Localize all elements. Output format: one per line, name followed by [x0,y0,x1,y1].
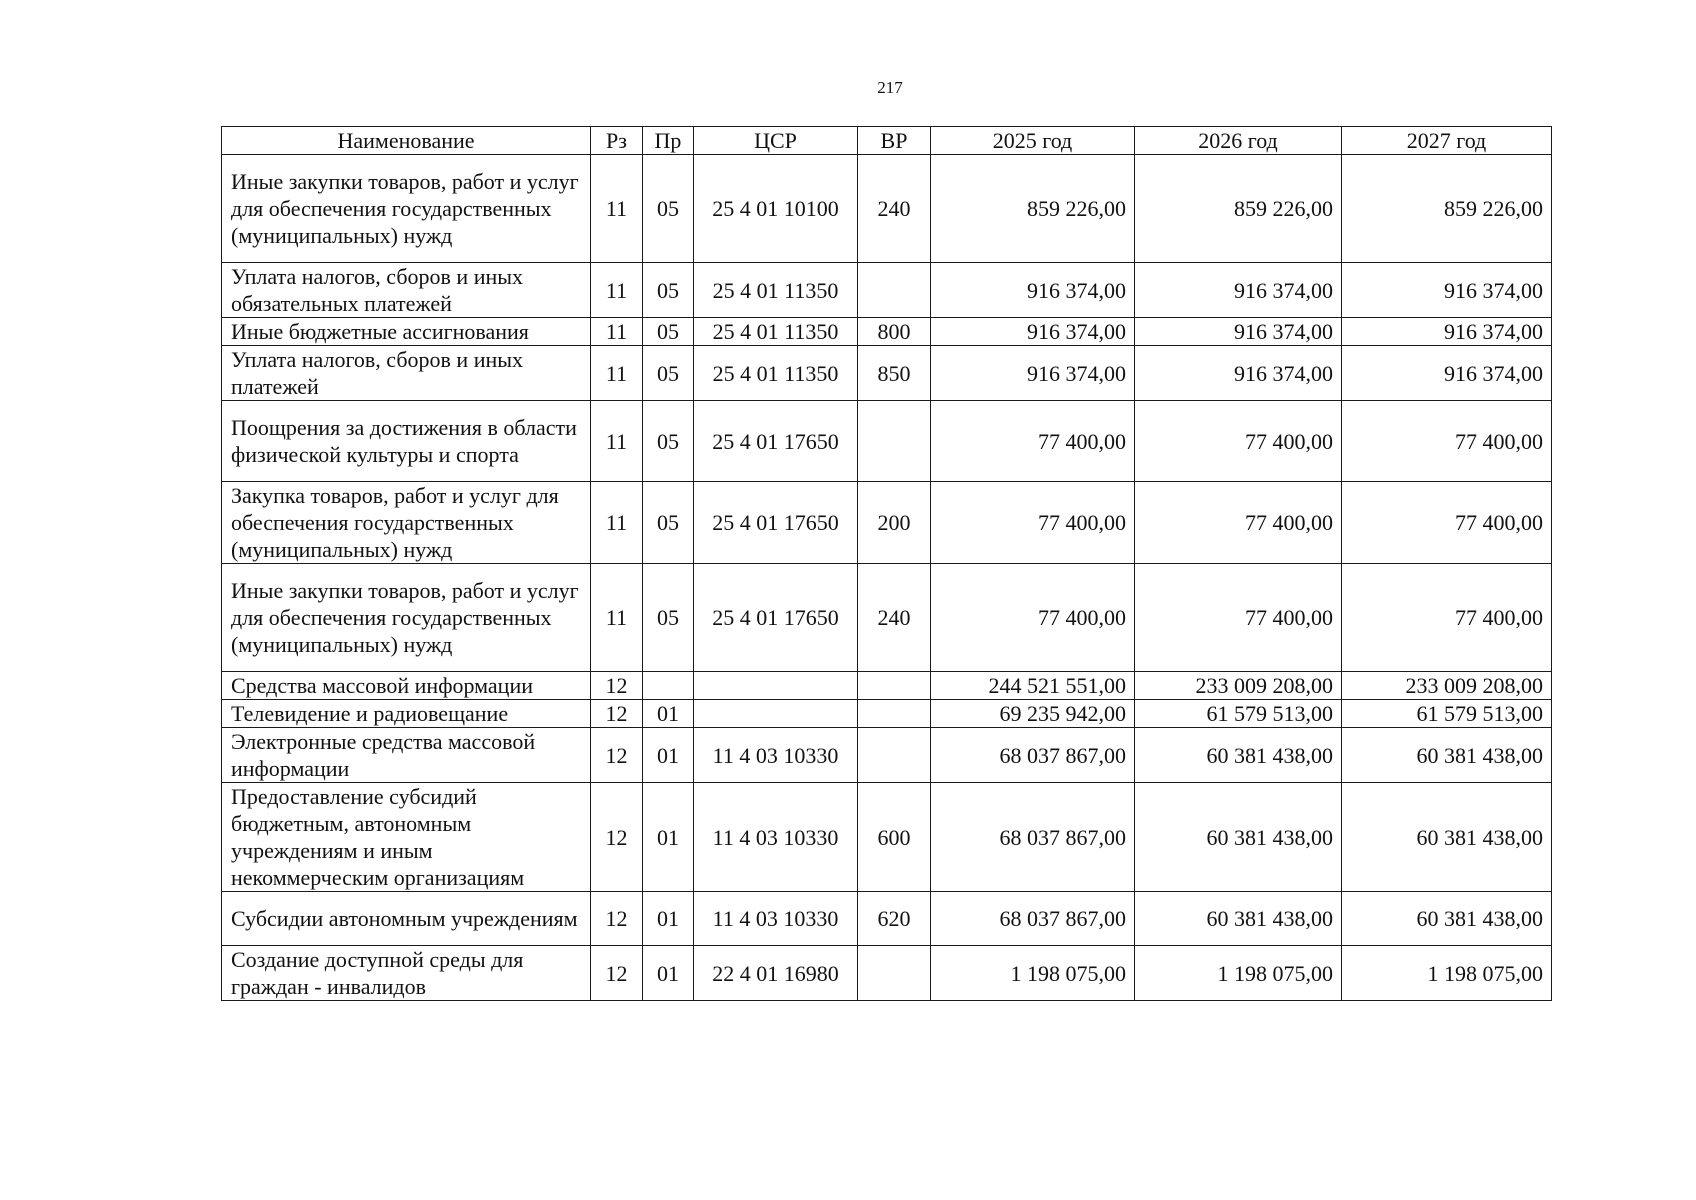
cell-2027: 77 400,00 [1342,482,1552,564]
table-row [222,700,1552,728]
cell-vr [858,700,931,728]
table-row [222,783,1552,892]
cell-rz: 12 [591,672,643,700]
cell-name: Средства массовой информации [222,672,591,700]
cell-2027: 60 381 438,00 [1342,728,1552,783]
cell-rz: 12 [591,728,643,783]
cell-pr: 01 [643,946,694,1001]
cell-name: Электронные средства массовой информации [222,728,591,783]
table-header-row [222,127,1552,155]
cell-2025: 244 521 551,00 [931,672,1135,700]
cell-pr: 05 [643,318,694,346]
cell-vr: 800 [858,318,931,346]
cell-2025: 77 400,00 [931,482,1135,564]
cell-csr: 25 4 01 17650 [694,401,858,482]
cell-2025: 77 400,00 [931,564,1135,672]
cell-2025: 68 037 867,00 [931,783,1135,892]
cell-2027: 60 381 438,00 [1342,892,1552,946]
cell-2026: 916 374,00 [1135,263,1342,318]
cell-2026: 233 009 208,00 [1135,672,1342,700]
header-csr: ЦСР [694,127,858,155]
cell-name: Иные закупки товаров, работ и услуг для обеспечения государственных (муниципальных) нужд [222,155,591,263]
table-row [222,401,1552,482]
header-2026: 2026 год [1135,127,1342,155]
cell-2027: 916 374,00 [1342,346,1552,401]
cell-rz: 11 [591,155,643,263]
header-2025: 2025 год [931,127,1135,155]
cell-name: Уплата налогов, сборов и иных платежей [222,346,591,401]
cell-rz: 11 [591,263,643,318]
table-row [222,346,1552,401]
header-rz: Рз [591,127,643,155]
budget-table [221,126,1552,1001]
table-row [222,672,1552,700]
cell-vr [858,401,931,482]
cell-pr: 05 [643,346,694,401]
cell-vr: 600 [858,783,931,892]
cell-2026: 77 400,00 [1135,482,1342,564]
cell-2026: 60 381 438,00 [1135,783,1342,892]
cell-2025: 916 374,00 [931,263,1135,318]
cell-2027: 60 381 438,00 [1342,783,1552,892]
cell-name: Закупка товаров, работ и услуг для обеспечения государственных (муниципальных) нужд [222,482,591,564]
cell-2026: 60 381 438,00 [1135,728,1342,783]
table-row [222,318,1552,346]
table-row [222,482,1552,564]
cell-2025: 69 235 942,00 [931,700,1135,728]
cell-pr: 01 [643,728,694,783]
cell-csr: 25 4 01 11350 [694,346,858,401]
cell-rz: 12 [591,892,643,946]
cell-2025: 916 374,00 [931,318,1135,346]
cell-name: Иные бюджетные ассигнования [222,318,591,346]
cell-rz: 11 [591,318,643,346]
cell-vr: 850 [858,346,931,401]
cell-rz: 11 [591,482,643,564]
table-row [222,564,1552,672]
cell-vr: 240 [858,155,931,263]
cell-name: Создание доступной среды для граждан - инвалидов [222,946,591,1001]
cell-vr [858,728,931,783]
cell-name: Уплата налогов, сборов и иных обязательных платежей [222,263,591,318]
cell-csr: 11 4 03 10330 [694,728,858,783]
table-row [222,155,1552,263]
cell-pr [643,672,694,700]
cell-2027: 916 374,00 [1342,263,1552,318]
cell-name: Иные закупки товаров, работ и услуг для обеспечения государственных (муниципальных) нужд [222,564,591,672]
header-2027: 2027 год [1342,127,1552,155]
cell-csr: 11 4 03 10330 [694,783,858,892]
cell-name: Поощрения за достижения в области физической культуры и спорта [222,401,591,482]
cell-vr [858,263,931,318]
header-name: Наименование [222,127,591,155]
cell-name: Телевидение и радиовещание [222,700,591,728]
cell-2026: 77 400,00 [1135,564,1342,672]
cell-2027: 233 009 208,00 [1342,672,1552,700]
cell-csr: 25 4 01 17650 [694,482,858,564]
cell-pr: 05 [643,564,694,672]
cell-csr: 11 4 03 10330 [694,892,858,946]
cell-vr: 620 [858,892,931,946]
cell-csr: 22 4 01 16980 [694,946,858,1001]
cell-rz: 12 [591,946,643,1001]
cell-pr: 01 [643,892,694,946]
cell-name: Предоставление субсидий бюджетным, автономным учреждениям и иным некоммерческим организациям [222,783,591,892]
cell-2025: 1 198 075,00 [931,946,1135,1001]
cell-rz: 12 [591,700,643,728]
cell-2027: 77 400,00 [1342,401,1552,482]
cell-pr: 05 [643,263,694,318]
cell-pr: 05 [643,401,694,482]
cell-2026: 77 400,00 [1135,401,1342,482]
cell-rz: 11 [591,564,643,672]
cell-2025: 68 037 867,00 [931,728,1135,783]
cell-2027: 77 400,00 [1342,564,1552,672]
cell-2026: 1 198 075,00 [1135,946,1342,1001]
cell-csr [694,700,858,728]
cell-csr: 25 4 01 17650 [694,564,858,672]
header-pr: Пр [643,127,694,155]
cell-csr: 25 4 01 11350 [694,263,858,318]
cell-vr: 200 [858,482,931,564]
cell-2027: 61 579 513,00 [1342,700,1552,728]
cell-2027: 859 226,00 [1342,155,1552,263]
cell-csr [694,672,858,700]
cell-vr [858,946,931,1001]
cell-2025: 859 226,00 [931,155,1135,263]
cell-2026: 60 381 438,00 [1135,892,1342,946]
table-row [222,892,1552,946]
cell-2026: 61 579 513,00 [1135,700,1342,728]
cell-2026: 916 374,00 [1135,346,1342,401]
cell-2025: 77 400,00 [931,401,1135,482]
cell-csr: 25 4 01 11350 [694,318,858,346]
table-row [222,946,1552,1001]
cell-2026: 859 226,00 [1135,155,1342,263]
cell-vr: 240 [858,564,931,672]
cell-2025: 68 037 867,00 [931,892,1135,946]
cell-pr: 01 [643,783,694,892]
cell-2026: 916 374,00 [1135,318,1342,346]
table-row [222,728,1552,783]
cell-vr [858,672,931,700]
cell-name: Субсидии автономным учреждениям [222,892,591,946]
cell-2025: 916 374,00 [931,346,1135,401]
cell-pr: 01 [643,700,694,728]
cell-2027: 1 198 075,00 [1342,946,1552,1001]
table-row [222,263,1552,318]
header-vr: ВР [858,127,931,155]
cell-rz: 11 [591,401,643,482]
cell-rz: 12 [591,783,643,892]
cell-csr: 25 4 01 10100 [694,155,858,263]
cell-rz: 11 [591,346,643,401]
cell-pr: 05 [643,482,694,564]
cell-2027: 916 374,00 [1342,318,1552,346]
cell-pr: 05 [643,155,694,263]
page-number: 217 [877,78,903,97]
